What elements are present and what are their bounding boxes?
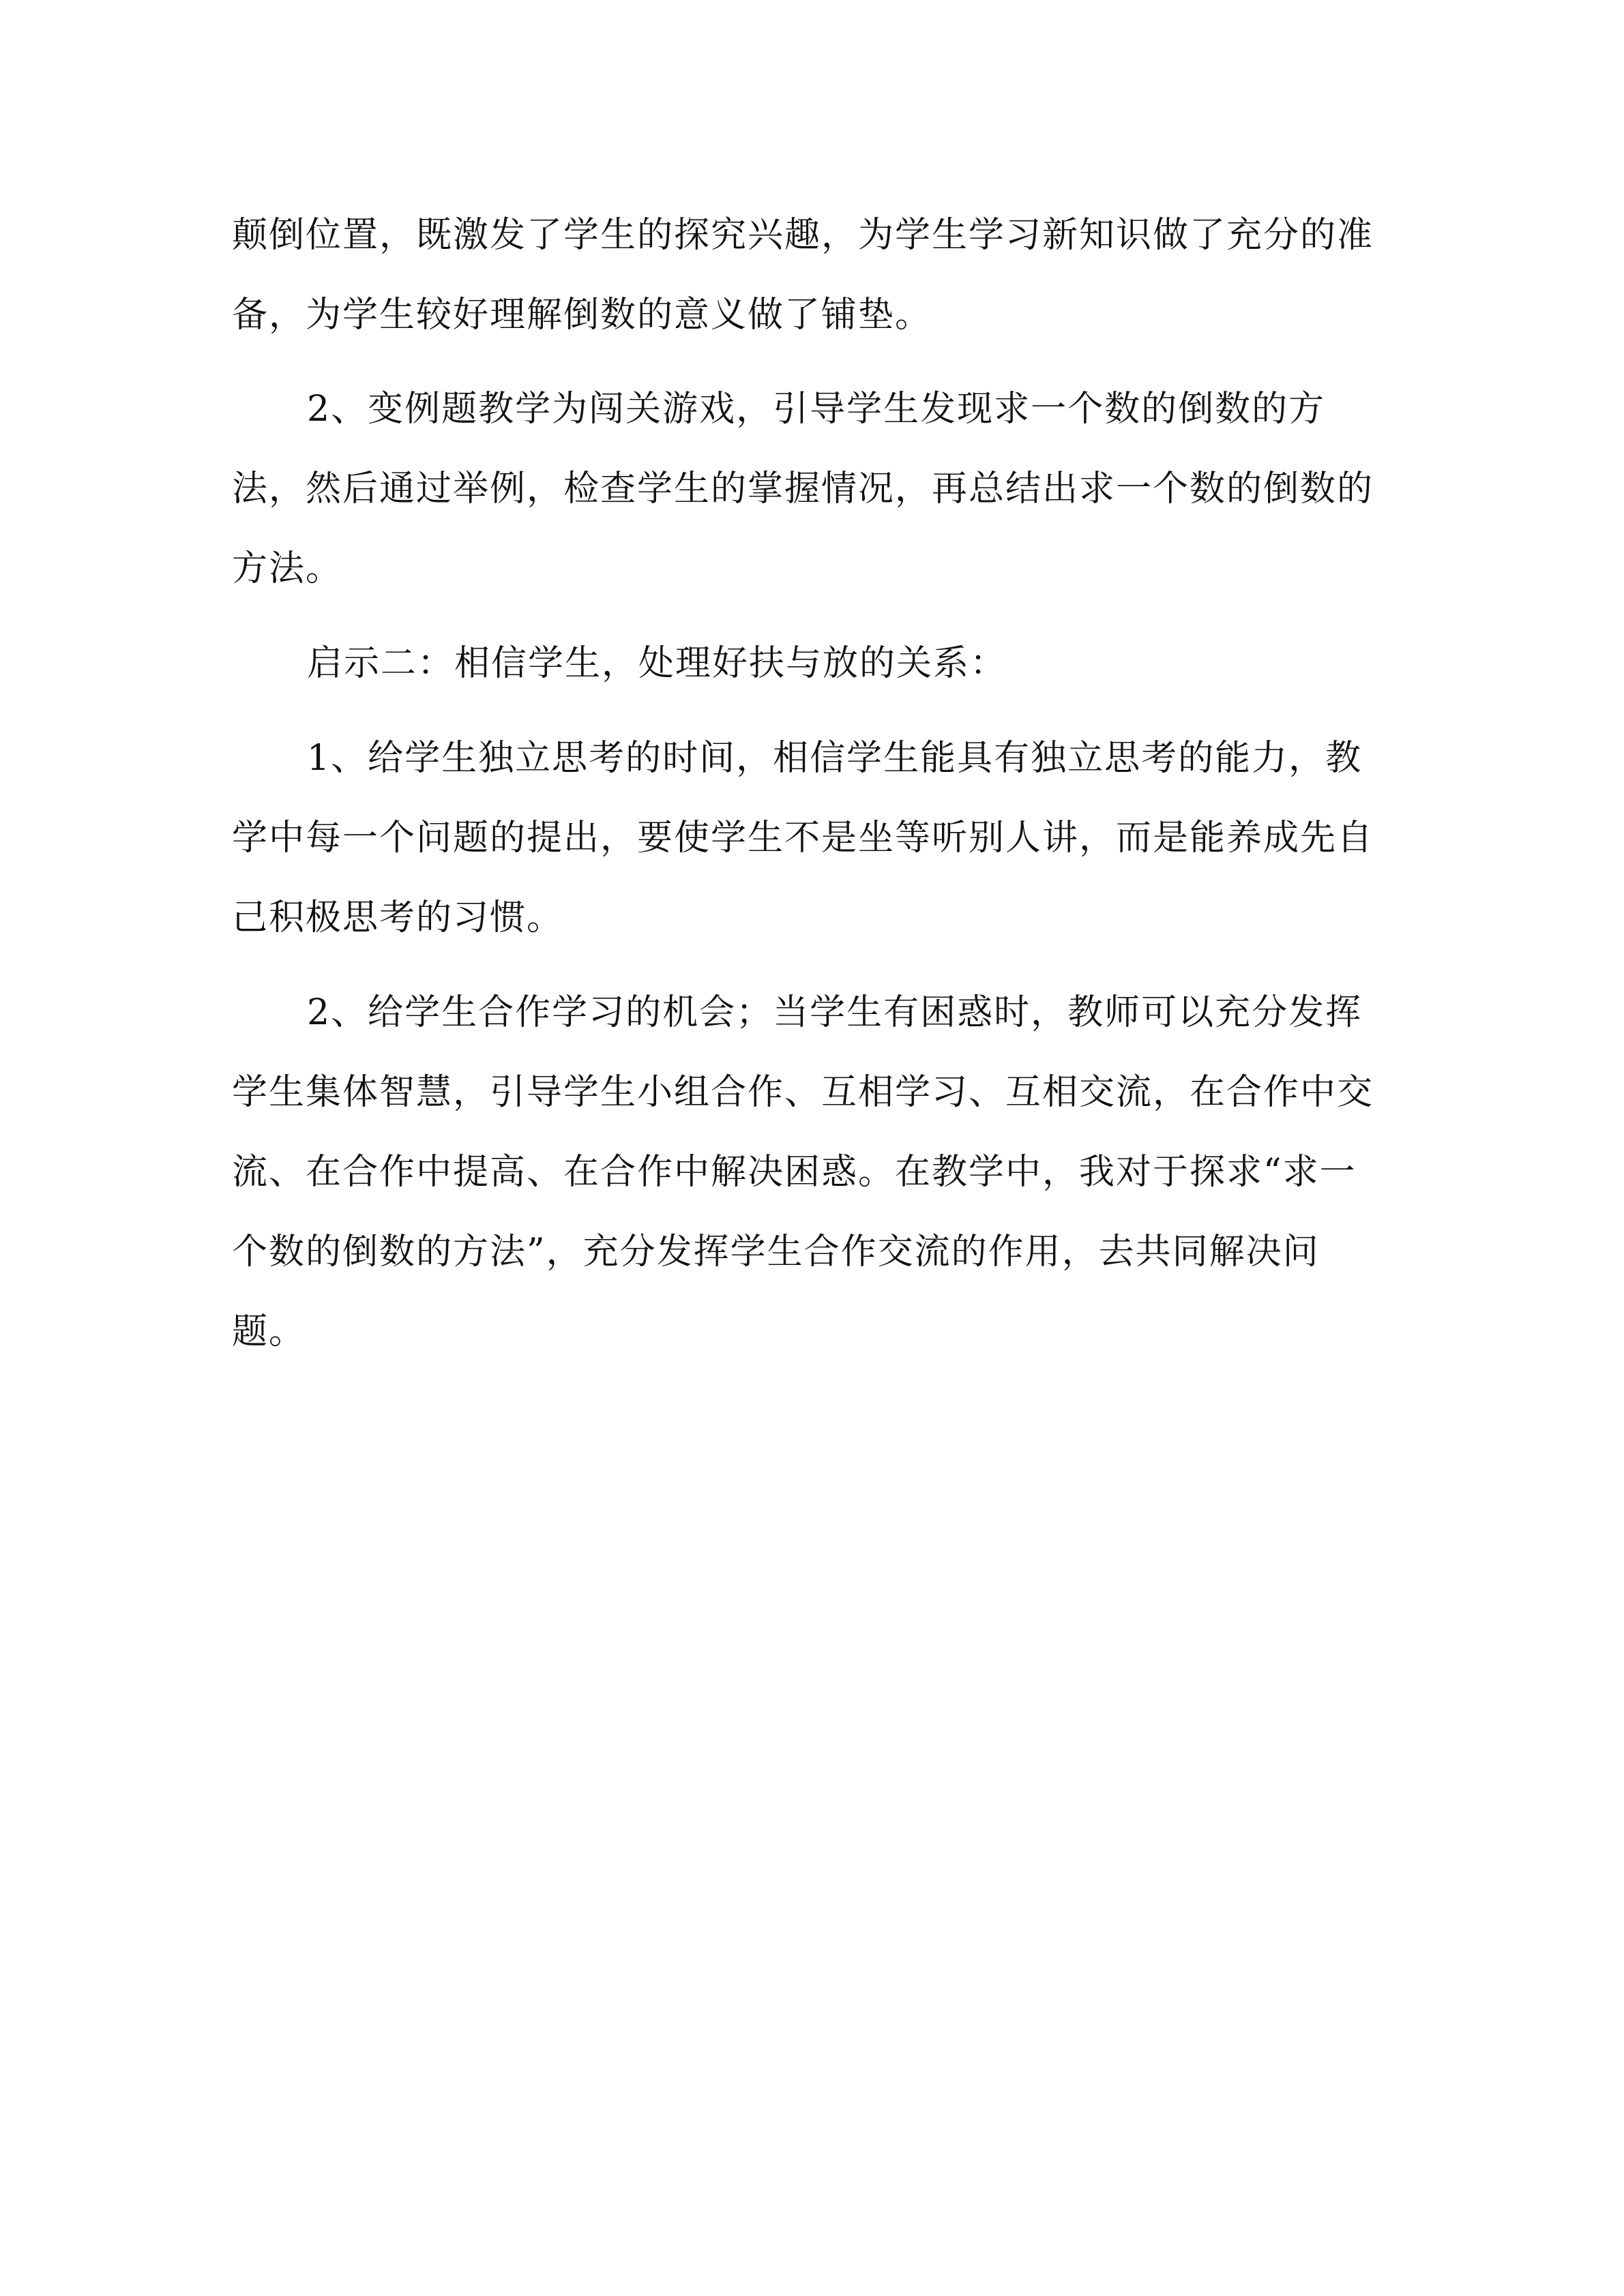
paragraph-line: 颠倒位置，既激发了学生的探究兴趣，为学生学习新知识做了充分的准	[232, 215, 1374, 256]
paragraph-line: 法，然后通过举例，检查学生的掌握情况，再总结出求一个数的倒数的	[232, 468, 1374, 509]
paragraph-line: 2、给学生合作学习的机会；当学生有困惑时，教师可以充分发挥	[307, 992, 1363, 1033]
paragraph-line: 个数的倒数的方法”，充分发挥学生合作交流的作用，去共同解决问	[232, 1232, 1320, 1272]
paragraph-line: 2、变例题教学为闯关游戏，引导学生发现求一个数的倒数的方	[307, 389, 1326, 430]
paragraph-line: 学中每一个问题的提出，要使学生不是坐等听别人讲，而是能养成先自	[232, 818, 1374, 859]
paragraph-line: 1、给学生独立思考的时间，相信学生能具有独立思考的能力，教	[307, 738, 1363, 779]
paragraph-line: 备，为学生较好理解倒数的意义做了铺垫。	[232, 295, 932, 336]
section-heading: 启示二：相信学生，处理好扶与放的关系：	[307, 643, 1007, 684]
paragraph-line: 学生集体智慧，引导学生小组合作、互相学习、互相交流，在合作中交	[232, 1072, 1374, 1113]
paragraph-line: 方法。	[232, 548, 343, 589]
paragraph-line: 己积极思考的习惯。	[232, 897, 564, 938]
paragraph-line: 流、在合作中提高、在合作中解决困惑。在教学中，我对于探求“求一	[232, 1152, 1357, 1193]
paragraph-line: 题。	[232, 1311, 306, 1352]
